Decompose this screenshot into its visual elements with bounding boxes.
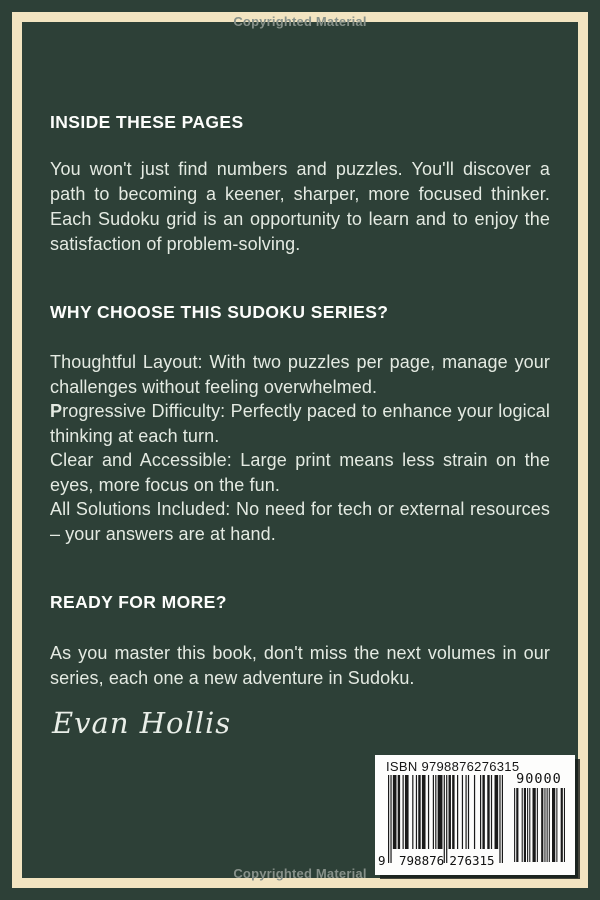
section-heading-why-choose: WHY CHOOSE THIS SUDOKU SERIES? [50,302,389,322]
addon-barcode [513,788,565,862]
barcode-digit-group1: 798876 [399,853,445,868]
feature-text: rogressive Difficulty: Perfectly paced to enhance your logical thinking at each turn. [50,401,550,446]
feature-text: All Solutions Included: No need for tech or external resources – your answers are at hand. [50,499,550,544]
isbn-label: ISBN 9798876276315 [386,759,520,774]
body-paragraph-next-volumes: As you master this book, don't miss the next volumes in our series, each one a new adventure in Sudoku. [50,643,550,688]
barcode-digit-lead: 9 [378,853,386,868]
section-heading-ready-for-more: READY FOR MORE? [50,592,227,612]
copyright-notice-bottom: Copyrighted Material [233,866,367,881]
feature-item-clear-accessible [50,448,550,497]
barcode-addon-label: 90000 [516,771,562,787]
feature-item-solutions-included [50,497,550,546]
section-heading-inside-these-pages: INSIDE THESE PAGES [50,112,244,132]
barcode-box [375,755,575,875]
ean13-barcode [388,775,503,863]
author-signature: Evan Hollis [52,706,232,740]
feature-list [50,350,550,546]
feature-lead: P [50,401,63,421]
copyright-notice-top: Copyrighted Material [233,14,367,29]
barcode-digit-group2: 276315 [449,853,495,868]
feature-text: Thoughtful Layout: With two puzzles per page, manage your challenges without feeling overwhelmed. [50,352,550,397]
feature-text: Clear and Accessible: Large print means less strain on the eyes, more focus on the fun. [50,450,550,495]
body-paragraph-intro: You won't just find numbers and puzzles. You'll discover a path to becoming a keener, sharper, more focused thinker. Each Sudoku grid is an opportunity to learn and to enjoy the satisfaction of problem-solving. [50,159,550,254]
feature-item-progressive-difficulty [50,399,550,448]
feature-item-thoughtful-layout [50,350,550,399]
